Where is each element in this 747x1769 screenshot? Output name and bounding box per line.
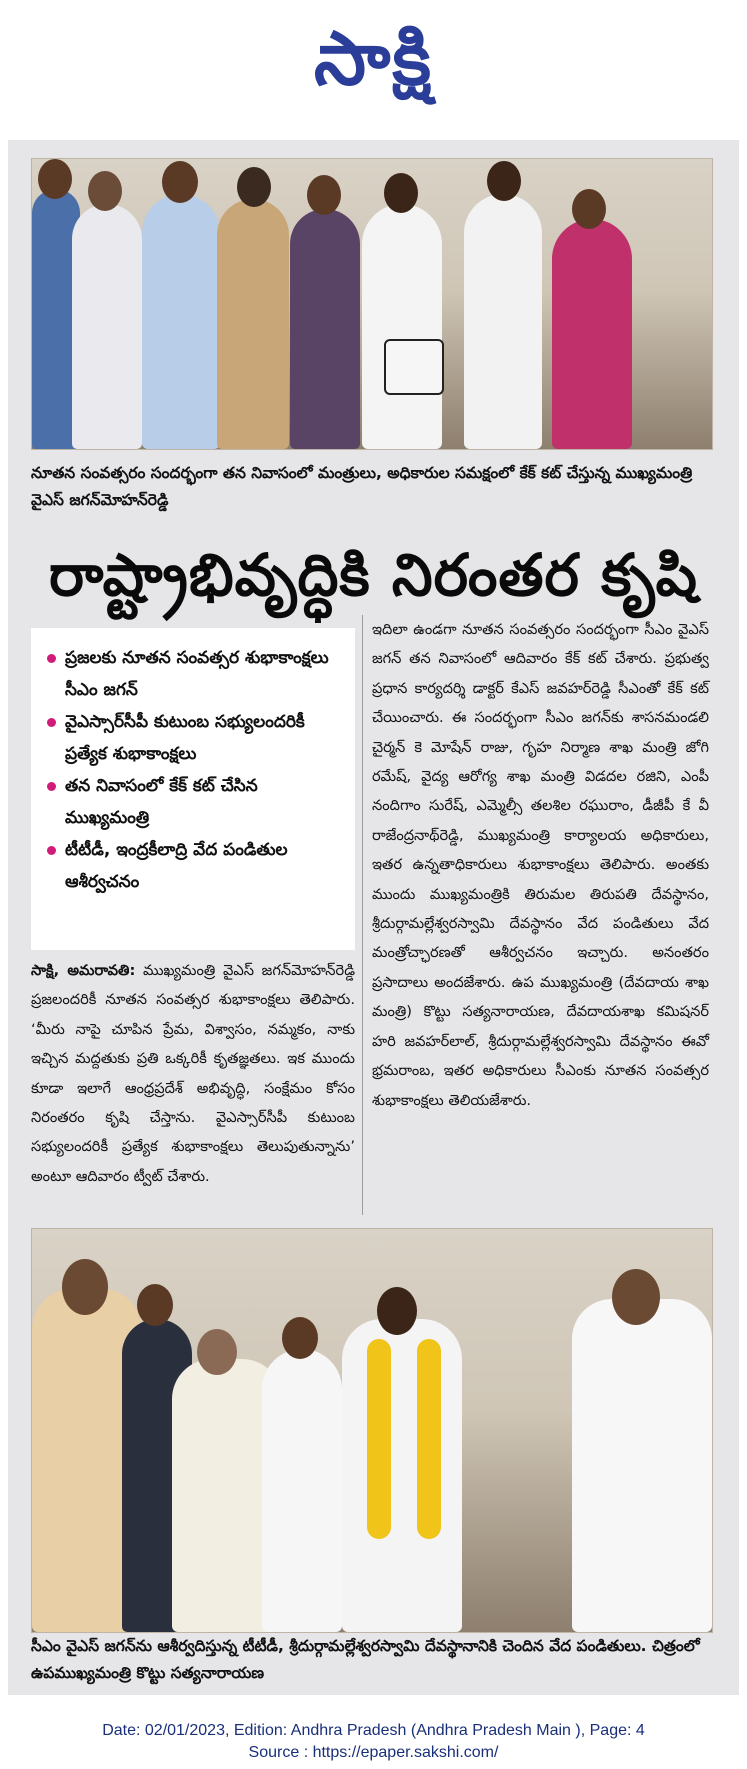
article-body-left	[31, 956, 355, 1191]
highlight-item: తన నివాసంలో కేక్ కట్ చేసిన ముఖ్యమంత్రి	[51, 770, 347, 834]
article-body-right: ఇదిలా ఉండగా నూతన సంవత్సరం సందర్భంగా సీఎం వైఎస్ జగన్ తన నివాసంలో ఆదివారం కేక్ కట్ చేశారు. ప్రభుత్వ ప్రధాన కార్యదర్శి డాక్టర్ కేఎస్ జవహర్‌రెడ్డి సీఎంతో కేక్ కట్ చేయించారు. ఈ సందర్భంగా సీఎం జగన్‌కు శాసనమండలి చైర్మన్ కె మోషేన్ రాజు, గృహ నిర్మాణ శాఖ మంత్రి జోగి రమేష్, వైద్య ఆరోగ్య శాఖ మంత్రి విడదల రజిని, ఎంపీ నందిగాం సురేష్, ఎమ్మెల్సీ తలశిల రఘురాం, డీజీపీ కే వీ రాజేంద్రనాథ్‌రెడ్డి, ముఖ్యమంత్రి కార్యాలయ అధికారులు, ఇతర ఉన్నతాధికారులు శుభాకాంక్షలు తెలిపారు. అంతకు ముందు ముఖ్యమంత్రికి తిరుమల తిరుపతి దేవస్థానం, శ్రీదుర్గామల్లేశ్వరస్వామి దేవస్థానం వేద పండితులు వేద మంత్రోచ్ఛారణతో ఆశీర్వచనం ఇచ్చారు. అనంతరం ప్రసాదాలు అందజేశారు. ఉప ముఖ్యమంత్రి (దేవదాయ శాఖ మంత్రి) కొట్టు సత్యనారాయణ, దేవదాయశాఖ కమిషనర్ హరి జవహర్‌లాల్, శ్రీదుర్గామల్లేశ్వరస్వామి దేవస్థానం ఈవో భ్రమరాంబ, ఇతర అధికారులు సీఎంకు నూతన సంవత్సర శుభాకాంక్షలు తెలియజేశారు.	[372, 621, 709, 1109]
highlight-item: ప్రజలకు నూతన సంవత్సర శుభాకాంక్షలు సీఎం జగన్	[51, 642, 347, 706]
highlights-box	[31, 628, 355, 950]
column-divider	[362, 615, 363, 1215]
highlight-item: టీటీడీ, ఇంద్రకీలాద్రి వేద పండితుల ఆశీర్వచనం	[51, 834, 347, 898]
top-photo-caption: నూతన సంవత్సరం సందర్భంగా తన నివాసంలో మంత్రులు, అధికారుల సమక్షంలో కేక్ కట్ చేస్తున్న ముఖ్యమంత్రి వైఎస్ జగన్‌మోహన్‌రెడ్డి	[31, 464, 693, 509]
page-footer	[0, 1720, 747, 1764]
masthead-logo: సాక్షి	[314, 16, 433, 102]
bottom-photo-caption: సీఎం వైఎస్ జగన్‌ను ఆశీర్వదిస్తున్న టీటీడీ, శ్రీదుర్గామల్లేశ్వరస్వామి దేవస్థానానికి చెందిన వేద పండితులు. చిత్రంలో ఉపముఖ్యమంత్రి కొట్టు సత్యనారాయణ	[31, 1637, 700, 1682]
blessing-photo	[31, 1228, 713, 1633]
cake-cutting-photo	[31, 158, 713, 450]
article-headline: రాష్ట్రాభివృద్ధికి నిరంతర కృషి	[49, 541, 698, 609]
edition-info: Date: 02/01/2023, Edition: Andhra Pradesh (Andhra Pradesh Main ), Page: 4	[102, 1722, 645, 1739]
source-link[interactable]: Source : https://epaper.sakshi.com/	[248, 1744, 499, 1761]
highlight-item: వైఎస్సార్‌సీపీ కుటుంబ సభ్యులందరికీ ప్రత్యేక శుభాకాంక్షలు	[51, 706, 347, 770]
dateline: సాక్షి, అమరావతి:	[31, 962, 136, 979]
left-column-text: ముఖ్యమంత్రి వైఎస్ జగన్‌మోహన్‌రెడ్డి ప్రజలందరికీ నూతన సంవత్సర శుభాకాంక్షలు తెలిపారు. ‘మీరు నాపై చూపిన ప్రేమ, విశ్వాసం, నమ్మకం, నాకు ఇచ్చిన మద్దతుకు ప్రతి ఒక్కరికీ కృతజ్ఞతలు. ఇక ముందు కూడా ఇలాగే ఆంధ్రప్రదేశ్ అభివృద్ధి, సంక్షేమం కోసం నిరంతరం కృషి చేస్తాను. వైఎస్సార్‌సీపీ కుటుంబ సభ్యులందరికీ ప్రత్యేక శుభాకాంక్షలు తెలుపుతున్నాను’ అంటూ ఆదివారం ట్వీట్ చేశారు.	[31, 962, 355, 1185]
